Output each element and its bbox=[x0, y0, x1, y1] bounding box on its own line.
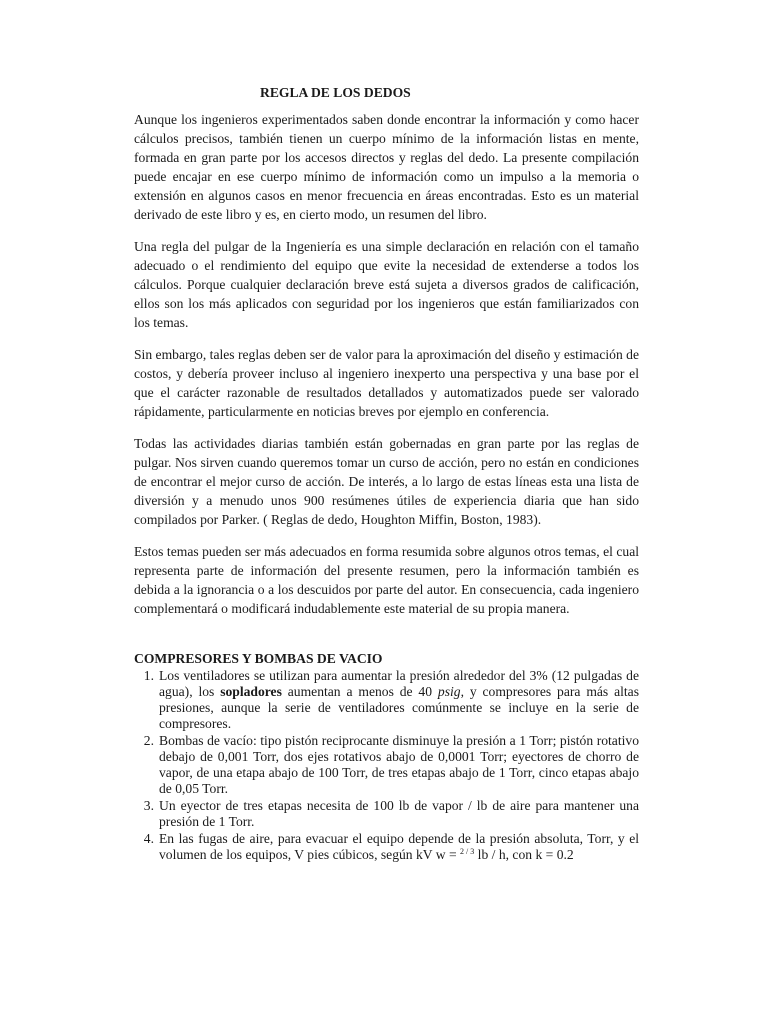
list-item bbox=[143, 831, 639, 863]
list-item bbox=[143, 798, 639, 830]
paragraph-definition: Una regla del pulgar de la Ingeniería es una simple declaración en relación con el tamaño adecuado o el rendimiento del equipo que evite la necesidad de extenderse a todos los cálculos. Porque cualquier declaración breve está sujeta a diversos grados de calificación, ellos son los más aplicados con seguridad por los ingenieros que están familiarizados con los temas. bbox=[134, 239, 639, 330]
list-item-text: En las fugas de aire, para evacuar el equipo depende de la presión absoluta, Torr, y el volumen de los equipos, V pies cúbicos, según kV w = bbox=[159, 831, 639, 862]
list-item bbox=[143, 668, 639, 732]
paragraph-topics: Estos temas pueden ser más adecuados en forma resumida sobre algunos otros temas, el cual representa parte de información del presente resumen, pero la información también es debida a la ignorancia o a los descuidos por parte del autor. En consecuencia, cada ingeniero complementará o modificará indudablemente este material de su propia manera. bbox=[134, 544, 639, 616]
list-item-number: 3. bbox=[143, 798, 154, 813]
list-item-text: Un eyector de tres etapas necesita de 100 lb de vapor / lb de aire para mantener una presión de 1 Torr. bbox=[159, 798, 639, 829]
paragraph-value: Sin embargo, tales reglas deben ser de valor para la aproximación del diseño y estimación de costos, y debería proveer incluso al ingeniero inexperto una perspectiva y una base por el que el carácter razonable de resultados detallados y automatizados puede ser valorado rápidamente, particularmente en noticias breves por ejemplo en conferencia. bbox=[134, 347, 639, 419]
document-page bbox=[134, 83, 639, 864]
list-item-superscript: 2 / 3 bbox=[460, 847, 475, 856]
paragraph-daily-activities: Todas las actividades diarias también están gobernadas en gran parte por las reglas de pulgar. Nos sirven cuando queremos tomar un curso de acción, pero no están en condiciones de encontrar el mejor curso de acción. De interés, a lo largo de estas líneas esta una lista de diversión y a menudo unos 900 resúmenes útiles de experiencia diaria que han sido compilados por Parker. ( Reglas de dedo, Houghton Miffin, Boston, 1983). bbox=[134, 436, 639, 527]
paragraph-intro: Aunque los ingenieros experimentados saben donde encontrar la información y como hacer cálculos precisos, también tienen un cuerpo mínimo de la información listas en mente, formada en gran parte por los accesos directos y reglas del dedo. La presente compilación puede encajar en ese cuerpo mínimo de información como un impulso a la memoria o extensión en algunos casos en menor frecuencia en áreas encontradas. Esto es un material derivado de este libro y es, en cierto modo, un resumen del libro. bbox=[134, 112, 639, 222]
section-title: COMPRESORES Y BOMBAS DE VACIO bbox=[134, 651, 383, 666]
list-item-text: Bombas de vacío: tipo pistón reciprocante disminuye la presión a 1 Torr; pistón rotativo debajo de 0,001 Torr, dos ejes rotativos abajo de 0,0001 Torr; eyectores de chorro de vapor, de una etapa abajo de 100 Torr, de tres etapas abajo de 1 Torr, cinco etapas abajo de 0,05 Torr. bbox=[159, 733, 639, 796]
list-item-text: , y compresores para más altas presiones, aunque la serie de ventiladores comúnmente se incluye en la serie de compresores. bbox=[159, 684, 639, 731]
list-item-italic-unit: psig bbox=[437, 684, 461, 699]
list-item-bold-term: sopladores bbox=[220, 684, 282, 699]
list-item bbox=[143, 733, 639, 797]
list-item-text: aumentan a menos de 40 bbox=[281, 684, 438, 699]
list-item-text: Los ventiladores se utilizan para aumentar la presión alrededor del 3% (12 pulgadas de agua), los bbox=[159, 668, 639, 699]
list-item-number: 1. bbox=[143, 668, 154, 683]
list-item-number: 2. bbox=[143, 733, 154, 748]
document-title: REGLA DE LOS DEDOS bbox=[260, 85, 411, 100]
numbered-list bbox=[134, 668, 639, 863]
list-item-text: lb / h, con k = 0.2 bbox=[474, 847, 574, 862]
list-item-number: 4. bbox=[143, 831, 154, 846]
